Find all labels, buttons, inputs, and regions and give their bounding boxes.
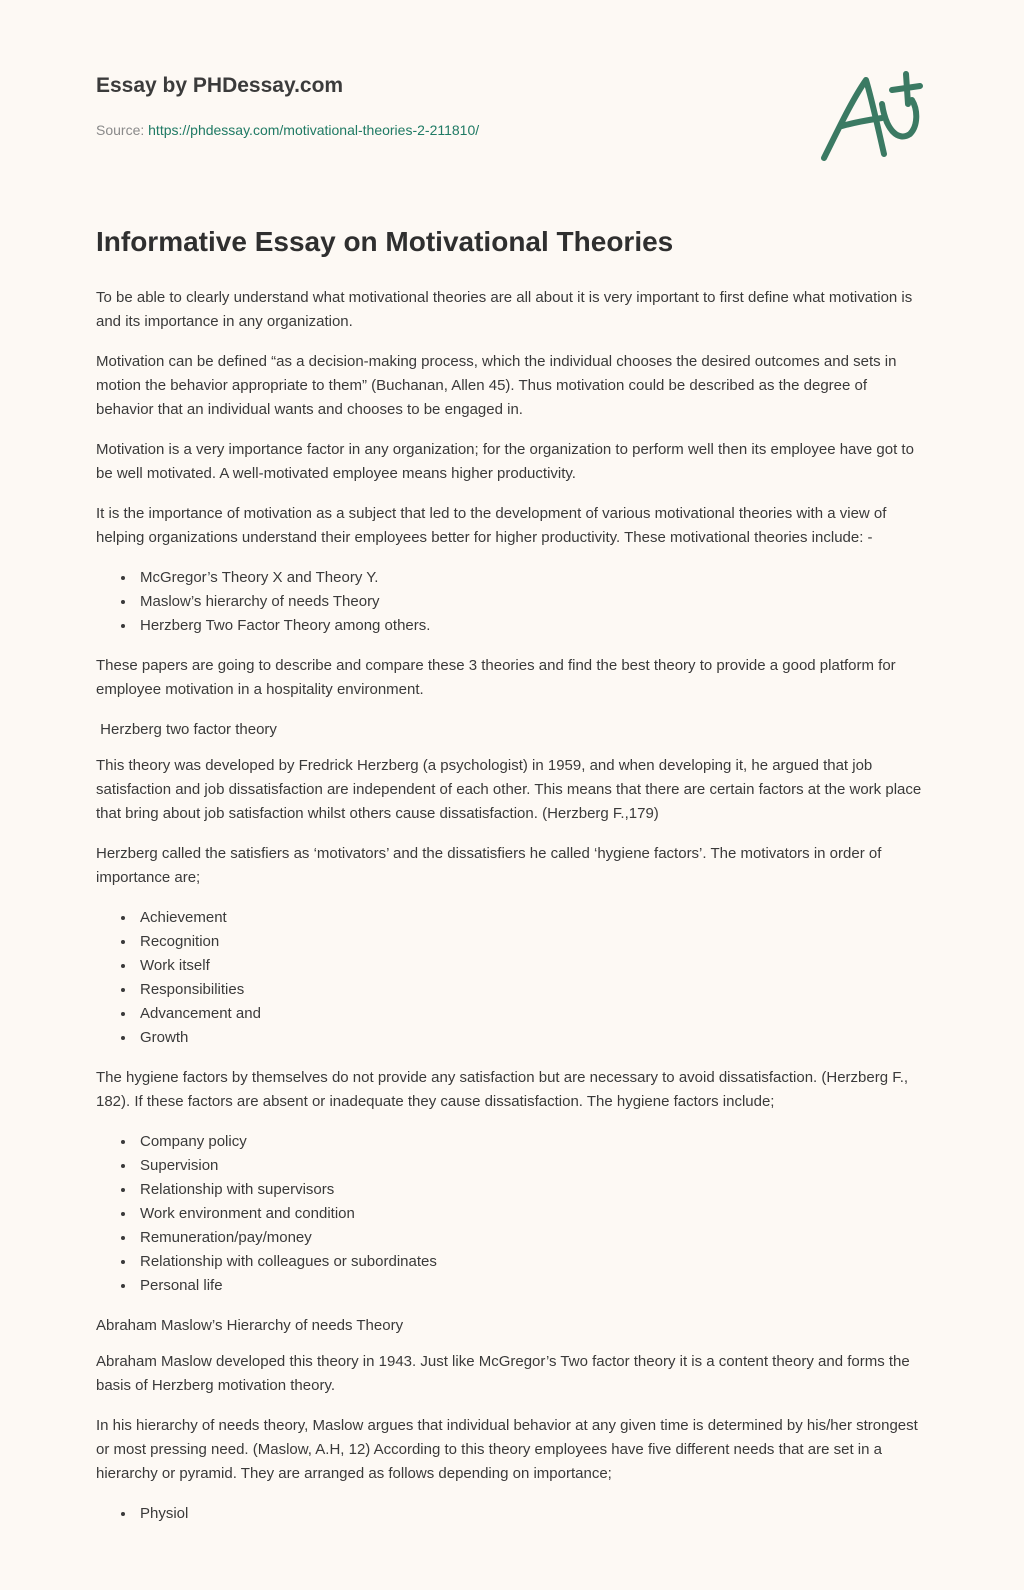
list-item: • Work environment and condition bbox=[136, 1202, 928, 1226]
list-item: • Personal life bbox=[136, 1274, 928, 1298]
paragraph-7: Herzberg called the satisfiers as ‘motivators’ and the dissatisfiers he called ‘hygiene factors’. The motivators in order of importance are; bbox=[96, 845, 882, 886]
list-item: • Maslow’s hierarchy of needs Theory bbox=[136, 590, 928, 614]
paragraph-1: To be able to clearly understand what motivational theories are all about it is very important to first define what motivation is and its importance in any organization. bbox=[96, 289, 913, 330]
paragraph-4: It is the importance of motivation as a subject that led to the development of various motivational theories with a view of helping organizations understand their employees better for higher productivity. These motivational theories include: - bbox=[96, 505, 887, 546]
page-header bbox=[96, 74, 936, 138]
essay-title: Informative Essay on Motivational Theories bbox=[96, 226, 674, 257]
list-item: • Responsibilities bbox=[136, 978, 928, 1002]
article-body bbox=[96, 224, 928, 1542]
subheading-maslow: Abraham Maslow’s Hierarchy of needs Theory bbox=[96, 1317, 404, 1334]
motivators-list bbox=[96, 906, 928, 1050]
list-item: • McGregor’s Theory X and Theory Y. bbox=[136, 566, 928, 590]
subheading-herzberg: Herzberg two factor theory bbox=[96, 721, 277, 738]
list-item: • Relationship with colleagues or subordinates bbox=[136, 1250, 928, 1274]
brand-title: Essay by PHDessay.com bbox=[96, 74, 344, 97]
source-link[interactable]: https://phdessay.com/motivational-theories-2-211810/ bbox=[148, 122, 480, 138]
needs-list bbox=[96, 1502, 928, 1526]
list-item: • Physiol bbox=[136, 1502, 928, 1526]
source-label: Source: bbox=[96, 122, 149, 138]
paragraph-2: Motivation can be defined “as a decision-making process, which the individual chooses the desired outcomes and sets in motion the behavior appropriate to them” (Buchanan, Allen 45). Thus motivation could be described as the degree of behavior that an individual wants and chooses to be engaged in. bbox=[96, 353, 897, 418]
list-item: • Recognition bbox=[136, 930, 928, 954]
list-item: • Achievement bbox=[136, 906, 928, 930]
list-item: • Advancement and bbox=[136, 1002, 928, 1026]
list-item: • Supervision bbox=[136, 1154, 928, 1178]
paragraph-9: Abraham Maslow developed this theory in 1943. Just like McGregor’s Two factor theory it is a content theory and forms the basis of Herzberg motivation theory. bbox=[96, 1353, 910, 1394]
hygiene-factors-list bbox=[96, 1130, 928, 1298]
paragraph-5: These papers are going to describe and compare these 3 theories and find the best theory to provide a good platform for employee motivation in a hospitality environment. bbox=[96, 657, 896, 698]
source-line bbox=[96, 122, 936, 138]
list-item: • Remuneration/pay/money bbox=[136, 1226, 928, 1250]
list-item: • Company policy bbox=[136, 1130, 928, 1154]
list-item: • Work itself bbox=[136, 954, 928, 978]
list-item: • Relationship with supervisors bbox=[136, 1178, 928, 1202]
list-item: • Herzberg Two Factor Theory among others. bbox=[136, 614, 928, 638]
paragraph-3: Motivation is a very importance factor in any organization; for the organization to perform well then its employee have got to be well motivated. A well-motivated employee means higher productivity. bbox=[96, 441, 914, 482]
a-plus-logo-icon bbox=[820, 70, 930, 166]
theories-list bbox=[96, 566, 928, 638]
list-item: • Growth bbox=[136, 1026, 928, 1050]
paragraph-6: This theory was developed by Fredrick Herzberg (a psychologist) in 1959, and when developing it, he argued that job satisfaction and job dissatisfaction are independent of each other. This means that there are certain factors at the work place that bring about job satisfaction whilst others cause dissatisfaction. (Herzberg F.,179) bbox=[96, 757, 922, 822]
paragraph-10: In his hierarchy of needs theory, Maslow argues that individual behavior at any given time is determined by his/her strongest or most pressing need. (Maslow, A.H, 12) According to this theory employees have five different needs that are set in a hierarchy or pyramid. They are arranged as follows depending on importance; bbox=[96, 1417, 918, 1482]
paragraph-8: The hygiene factors by themselves do not provide any satisfaction but are necessary to avoid dissatisfaction. (Herzberg F., 182). If these factors are absent or inadequate they cause dissatisfaction. The hygiene factors include; bbox=[96, 1069, 909, 1110]
